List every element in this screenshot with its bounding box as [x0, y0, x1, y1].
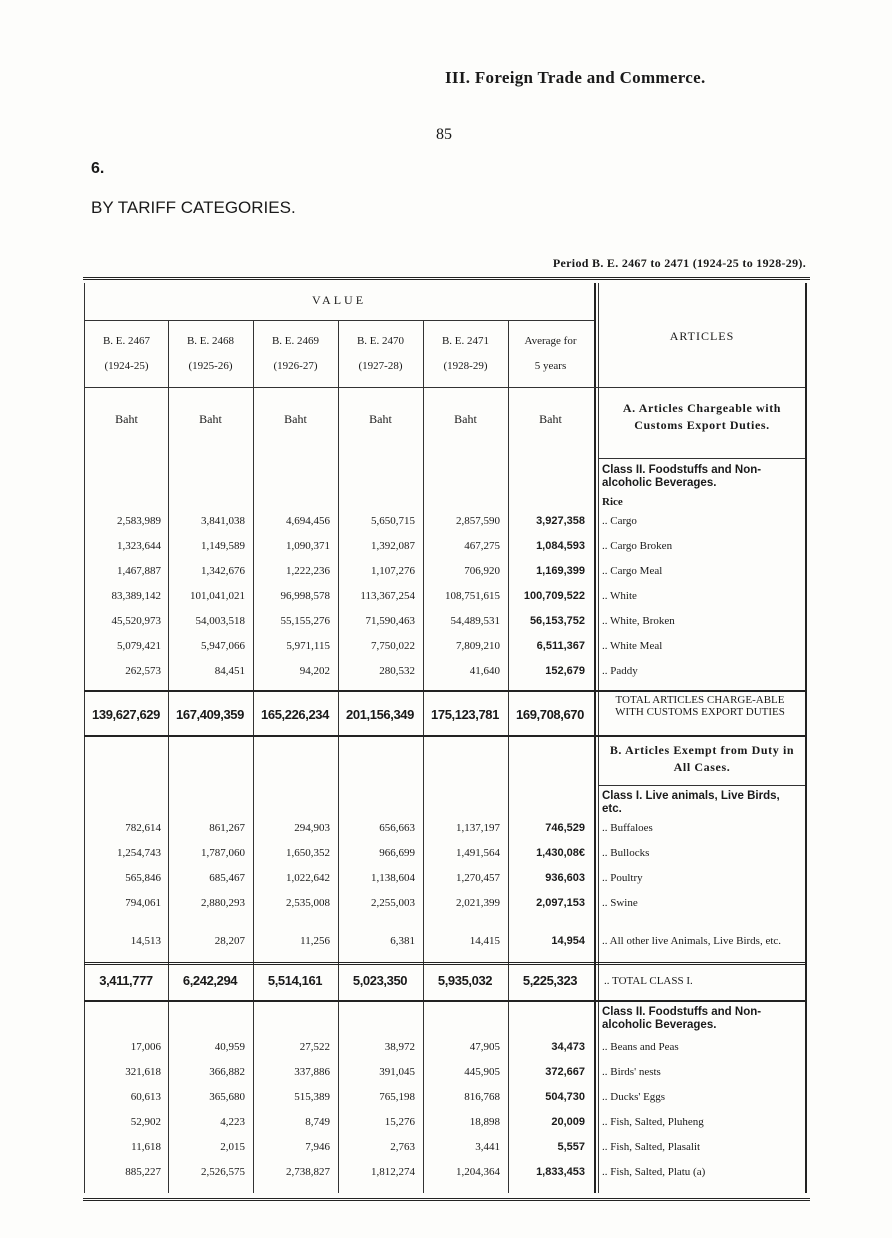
- value-cell: 966,699: [379, 847, 415, 859]
- column-year: B. E. 2471: [441, 335, 490, 347]
- value-cell: 38,972: [384, 1041, 415, 1053]
- article-label: .. Fish, Salted, Platu (a): [602, 1166, 706, 1178]
- value-cell: 34,473: [551, 1041, 585, 1053]
- total-cell: 5,935,032: [437, 973, 493, 988]
- value-cell: 14,513: [130, 935, 161, 947]
- value-cell: 71,590,463: [365, 615, 415, 627]
- value-cell: 2,097,153: [536, 897, 585, 909]
- value-cell: 1,222,236: [286, 565, 330, 577]
- period-caption: Period B. E. 2467 to 2471 (1924-25 to 1928-29).: [552, 256, 806, 270]
- value-cell: 1,342,676: [201, 565, 245, 577]
- value-cell: 467,275: [464, 540, 500, 552]
- article-label: .. Cargo Meal: [602, 565, 663, 577]
- value-cell: 1,467,887: [117, 565, 161, 577]
- value-cell: 45,520,973: [111, 615, 161, 627]
- value-cell: 2,857,590: [456, 515, 500, 527]
- value-cell: 706,920: [464, 565, 500, 577]
- value-cell: 7,946: [305, 1141, 330, 1153]
- value-cell: 17,006: [130, 1041, 161, 1053]
- total-cell: 169,708,670: [516, 707, 584, 722]
- value-cell: 54,003,518: [195, 615, 245, 627]
- rice-group-label: Rice: [602, 496, 623, 508]
- value-cell: 6,381: [390, 935, 415, 947]
- value-cell: 565,846: [125, 872, 161, 884]
- value-cell: 2,021,399: [456, 897, 500, 909]
- value-cell: 1,204,364: [456, 1166, 500, 1178]
- value-cell: 11,256: [300, 935, 330, 947]
- value-cell: 83,389,142: [111, 590, 161, 602]
- value-cell: 515,389: [294, 1091, 330, 1103]
- value-cell: 1,323,644: [117, 540, 161, 552]
- column-span: (1924-25): [104, 360, 149, 372]
- value-cell: 2,738,827: [286, 1166, 330, 1178]
- total-cell: 201,156,349: [346, 707, 414, 722]
- value-cell: 816,768: [464, 1091, 500, 1103]
- value-cell: 3,841,038: [201, 515, 245, 527]
- article-label: .. Fish, Salted, Plasalit: [602, 1141, 701, 1153]
- value-cell: 5,557: [557, 1141, 585, 1153]
- value-cell: 321,618: [125, 1066, 161, 1078]
- article-label: .. White Meal: [602, 640, 663, 652]
- value-cell: 337,886: [294, 1066, 330, 1078]
- value-cell: 5,971,115: [286, 640, 330, 652]
- value-cell: 60,613: [130, 1091, 161, 1103]
- value-cell: 4,223: [220, 1116, 245, 1128]
- article-label: .. Poultry: [602, 872, 643, 884]
- article-label: .. Paddy: [602, 665, 638, 677]
- table-title: BY TARIFF CATEGORIES.: [91, 198, 296, 217]
- value-cell: 262,573: [125, 665, 161, 677]
- value-cell: 15,276: [384, 1116, 415, 1128]
- value-cell: 41,640: [469, 665, 500, 677]
- value-cell: 55,155,276: [280, 615, 330, 627]
- value-cell: 11,618: [131, 1141, 161, 1153]
- value-cell: 3,441: [475, 1141, 500, 1153]
- value-cell: 6,511,367: [536, 640, 585, 652]
- value-cell: 1,169,399: [536, 565, 585, 577]
- value-cell: 372,667: [545, 1066, 585, 1078]
- value-cell: 936,603: [545, 872, 585, 884]
- value-cell: 280,532: [379, 665, 415, 677]
- value-cell: 1,149,589: [201, 540, 245, 552]
- value-cell: 56,153,752: [529, 615, 585, 627]
- article-label: .. Beans and Peas: [602, 1041, 679, 1053]
- value-cell: 101,041,021: [190, 590, 245, 602]
- article-label: .. Bullocks: [602, 847, 650, 859]
- value-cell: 365,680: [209, 1091, 245, 1103]
- value-cell: 1,107,276: [371, 565, 415, 577]
- value-cell: 4,694,456: [286, 515, 330, 527]
- article-label: .. Buffaloes: [602, 822, 653, 834]
- value-cell: 294,903: [294, 822, 330, 834]
- column-span: (1927-28): [358, 360, 403, 372]
- column-year: B. E. 2468: [186, 335, 235, 347]
- value-cell: 445,905: [464, 1066, 500, 1078]
- column-year: B. E. 2469: [271, 335, 320, 347]
- value-cell: 1,270,457: [456, 872, 500, 884]
- value-cell: 7,809,210: [456, 640, 500, 652]
- value-cell: 5,650,715: [371, 515, 415, 527]
- class1-heading: Class I. Live animals, Live Birds, etc.: [602, 790, 780, 815]
- column-unit: Baht: [454, 412, 477, 426]
- value-cell: 1,084,593: [536, 540, 585, 552]
- value-cell: 765,198: [379, 1091, 415, 1103]
- article-label: .. Fish, Salted, Pluheng: [602, 1116, 704, 1128]
- value-cell: 152,679: [545, 665, 585, 677]
- page-number: 85: [436, 126, 452, 143]
- column-unit: Baht: [539, 412, 562, 426]
- total-cell: 3,411,777: [99, 973, 153, 988]
- value-cell: 1,392,087: [371, 540, 415, 552]
- total-cell: 6,242,294: [182, 973, 238, 988]
- total-cell: 175,123,781: [431, 707, 499, 722]
- article-label: .. White: [602, 590, 637, 602]
- section-a-class-heading: Class II. Foodstuffs and Non-alcoholic Beverages.: [602, 464, 762, 489]
- value-cell: 84,451: [214, 665, 245, 677]
- value-header: VALUE: [311, 293, 367, 307]
- value-cell: 7,750,022: [371, 640, 415, 652]
- value-cell: 2,583,989: [117, 515, 161, 527]
- value-cell: 113,367,254: [360, 590, 415, 602]
- value-cell: 2,763: [390, 1141, 415, 1153]
- value-cell: 685,467: [209, 872, 245, 884]
- total-cell: 139,627,629: [92, 707, 160, 722]
- article-label: .. Birds' nests: [602, 1066, 661, 1078]
- value-cell: 504,730: [545, 1091, 585, 1103]
- column-year: Average for: [524, 335, 577, 347]
- value-cell: 885,227: [125, 1166, 161, 1178]
- column-year: B. E. 2467: [102, 335, 151, 347]
- articles-header: ARTICLES: [669, 329, 735, 343]
- value-cell: 782,614: [125, 822, 161, 834]
- value-cell: 47,905: [469, 1041, 500, 1053]
- column-unit: Baht: [115, 412, 138, 426]
- running-head: III. Foreign Trade and Commerce.: [445, 68, 706, 87]
- column-span: (1928-29): [443, 360, 488, 372]
- value-cell: 96,998,578: [280, 590, 330, 602]
- value-cell: 14,954: [551, 935, 585, 947]
- total-cell: 5,225,323: [522, 973, 578, 988]
- article-label: .. All other live Animals, Live Birds, etc.: [602, 935, 782, 947]
- value-cell: 100,709,522: [523, 590, 585, 602]
- class1-total-label: .. TOTAL CLASS I.: [604, 975, 693, 987]
- value-cell: 54,489,531: [450, 615, 500, 627]
- article-label: .. Cargo Broken: [602, 540, 673, 552]
- value-cell: 1,137,197: [456, 822, 500, 834]
- total-cell: 5,514,161: [267, 973, 323, 988]
- column-unit: Baht: [369, 412, 392, 426]
- total-cell: 5,023,350: [352, 973, 408, 988]
- value-cell: 14,415: [469, 935, 500, 947]
- value-cell: 1,812,274: [371, 1166, 415, 1178]
- column-span: 5 years: [534, 360, 567, 372]
- value-cell: 18,898: [469, 1116, 500, 1128]
- value-cell: 108,751,615: [445, 590, 500, 602]
- value-cell: 1,254,743: [117, 847, 161, 859]
- value-cell: 94,202: [299, 665, 330, 677]
- value-cell: 1,430,08€: [536, 847, 585, 859]
- value-cell: 52,902: [130, 1116, 161, 1128]
- column-unit: Baht: [284, 412, 307, 426]
- value-cell: 746,529: [545, 822, 585, 834]
- value-cell: 1,138,604: [371, 872, 415, 884]
- value-cell: 28,207: [214, 935, 245, 947]
- value-cell: 1,787,060: [201, 847, 245, 859]
- value-cell: 1,022,642: [286, 872, 330, 884]
- value-cell: 3,927,358: [536, 515, 585, 527]
- article-label: .. White, Broken: [602, 615, 675, 627]
- value-cell: 1,833,453: [536, 1166, 585, 1178]
- article-label: .. Cargo: [602, 515, 637, 527]
- value-cell: 5,079,421: [117, 640, 161, 652]
- value-cell: 20,009: [551, 1116, 585, 1128]
- value-cell: 5,947,066: [201, 640, 245, 652]
- value-cell: 1,491,564: [456, 847, 500, 859]
- value-cell: 2,015: [220, 1141, 245, 1153]
- article-label: .. Ducks' Eggs: [602, 1091, 666, 1103]
- section-b-heading: B. Articles Exempt from Duty in All Cases.: [609, 743, 795, 774]
- table-number: 6.: [91, 160, 105, 177]
- value-cell: 2,255,003: [371, 897, 415, 909]
- value-cell: 1,090,371: [286, 540, 330, 552]
- section-a-heading: A. Articles Chargeable with Customs Export Duties.: [622, 401, 782, 432]
- article-label: .. Swine: [602, 897, 638, 909]
- total-cell: 165,226,234: [261, 707, 329, 722]
- value-cell: 27,522: [299, 1041, 330, 1053]
- value-cell: 391,045: [379, 1066, 415, 1078]
- value-cell: 794,061: [125, 897, 161, 909]
- value-cell: 2,880,293: [201, 897, 245, 909]
- class2-heading: Class II. Foodstuffs and Non-alcoholic Beverages.: [602, 1006, 762, 1031]
- total-cell: 167,409,359: [176, 707, 244, 722]
- section-a-total-label: TOTAL ARTICLES CHARGE-ABLE WITH CUSTOMS EXPORT DUTIES: [615, 694, 785, 718]
- value-cell: 366,882: [209, 1066, 245, 1078]
- value-cell: 2,535,008: [286, 897, 330, 909]
- value-cell: 8,749: [305, 1116, 330, 1128]
- value-cell: 40,959: [214, 1041, 245, 1053]
- value-cell: 1,650,352: [286, 847, 330, 859]
- column-year: B. E. 2470: [356, 335, 405, 347]
- value-cell: 2,526,575: [201, 1166, 245, 1178]
- value-cell: 656,663: [379, 822, 415, 834]
- column-span: (1925-26): [188, 360, 233, 372]
- value-cell: 861,267: [209, 822, 245, 834]
- column-unit: Baht: [199, 412, 222, 426]
- column-span: (1926-27): [273, 360, 318, 372]
